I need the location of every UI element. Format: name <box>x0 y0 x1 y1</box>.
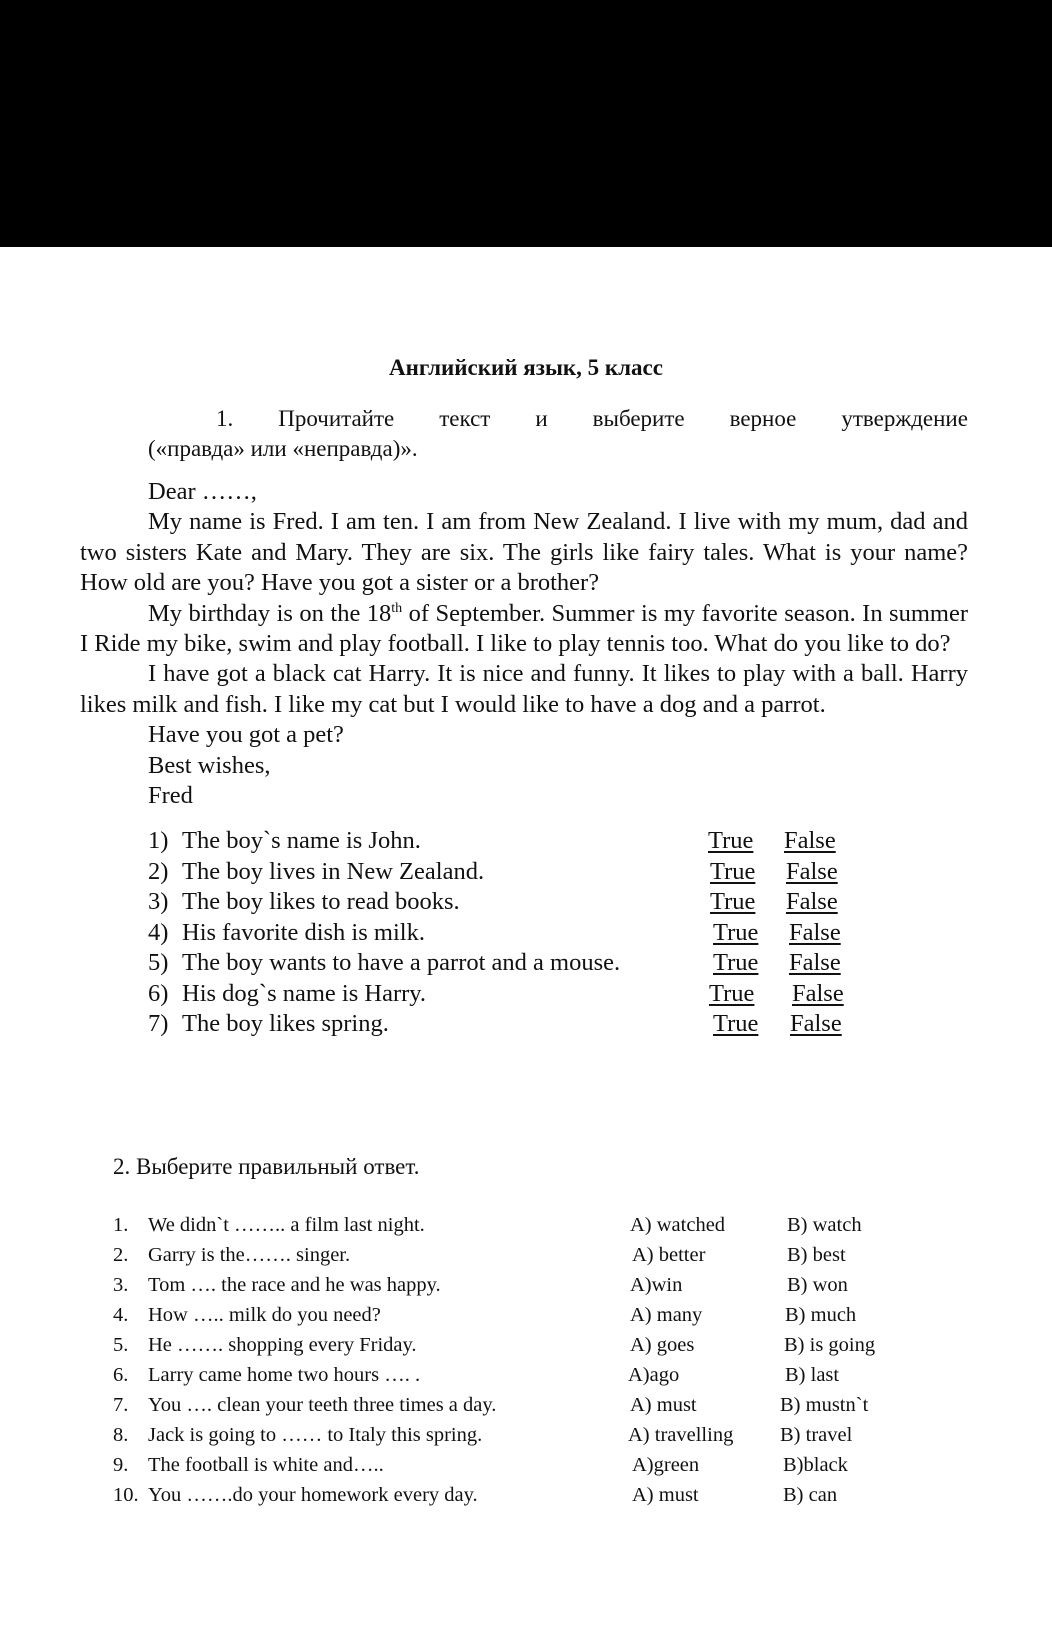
option-b[interactable]: B) much <box>785 1304 857 1326</box>
option-b[interactable]: B)black <box>783 1454 848 1476</box>
statement-text: The boy`s name is John. <box>182 827 421 854</box>
page-title: Английский язык, 5 класс <box>389 355 663 380</box>
question-number: 4. <box>113 1304 129 1326</box>
statement-number: 1) <box>148 827 169 854</box>
question-text: You …….do your homework every day. <box>148 1484 478 1506</box>
option-a[interactable]: A) watched <box>630 1214 726 1236</box>
task1-line2: («правда» или «неправда)». <box>148 436 418 461</box>
question-text: We didn`t …….. a film last night. <box>148 1214 425 1236</box>
task1-instruction <box>148 404 968 464</box>
letter-paragraph-1: My name is Fred. I am ten. I am from New Zealand. I live with my mum, dad and two sisters Kate and Mary. They are six. The girls like fairy tales. What is your name? How old are you? Have you got a sister or a brother? <box>80 508 968 597</box>
task1-word: Прочитайте <box>278 406 395 431</box>
question-number: 5. <box>113 1334 129 1356</box>
option-a[interactable]: A)green <box>632 1454 700 1476</box>
task1-word: утверждение <box>841 406 968 431</box>
question-row <box>0 1394 1052 1424</box>
true-option[interactable]: True <box>713 919 759 946</box>
question-number: 9. <box>113 1454 129 1476</box>
letter-p2-end: of September. Summer is my favorite season. In summer I Ride my bike, swim and play football. I like to play tennis too. What do you like to do? <box>80 599 968 658</box>
option-b[interactable]: B) last <box>785 1364 840 1386</box>
option-a[interactable]: A)ago <box>628 1364 680 1386</box>
option-a[interactable]: A) goes <box>630 1334 695 1356</box>
true-option[interactable]: True <box>709 980 755 1007</box>
question-number: 3. <box>113 1274 129 1296</box>
statement-text: His dog`s name is Harry. <box>182 980 427 1007</box>
task2-heading: 2. Выберите правильный ответ. <box>113 1154 420 1179</box>
letter-p2-start: My birthday is on the 18 <box>148 599 392 627</box>
question-row <box>0 1274 1052 1304</box>
task1-line1 <box>148 404 968 434</box>
question-row <box>0 1334 1052 1364</box>
false-option[interactable]: False <box>790 1010 842 1037</box>
task1-word: и <box>535 406 548 431</box>
letter-question: Have you got a pet? <box>148 721 344 749</box>
question-row <box>0 1304 1052 1334</box>
option-b[interactable]: B) won <box>787 1274 848 1296</box>
statement-number: 4) <box>148 919 169 946</box>
statement-text: His favorite dish is milk. <box>182 919 425 946</box>
option-b[interactable]: B) mustn`t <box>780 1394 869 1416</box>
question-row <box>0 1484 1052 1514</box>
task1-word: текст <box>439 406 491 431</box>
letter-closing: Best wishes, <box>148 751 271 779</box>
statement-text: The boy likes spring. <box>182 1010 389 1037</box>
false-option[interactable]: False <box>786 888 838 915</box>
question-text: Garry is the……. singer. <box>148 1244 351 1266</box>
option-a[interactable]: A) travelling <box>628 1424 734 1446</box>
false-option[interactable]: False <box>792 980 844 1007</box>
question-number: 10. <box>113 1484 139 1506</box>
question-number: 2. <box>113 1244 129 1266</box>
option-a[interactable]: A) better <box>632 1244 706 1266</box>
statement-text: The boy likes to read books. <box>182 888 460 915</box>
true-option[interactable]: True <box>710 888 756 915</box>
letter-text <box>80 477 968 811</box>
false-option[interactable]: False <box>786 858 838 885</box>
true-option[interactable]: True <box>710 858 756 885</box>
option-a[interactable]: A) must <box>632 1484 699 1506</box>
true-option[interactable]: True <box>708 827 754 854</box>
statement-number: 5) <box>148 949 169 976</box>
statement-number: 3) <box>148 888 169 915</box>
question-text: Jack is going to …… to Italy this spring. <box>148 1424 483 1446</box>
false-option[interactable]: False <box>789 949 841 976</box>
question-text: Tom …. the race and he was happy. <box>148 1274 441 1296</box>
statement-number: 7) <box>148 1010 169 1037</box>
false-option[interactable]: False <box>789 919 841 946</box>
false-option[interactable]: False <box>784 827 836 854</box>
task1-word: выберите <box>592 406 685 431</box>
statement-number: 2) <box>148 858 169 885</box>
option-a[interactable]: A) must <box>630 1394 697 1416</box>
statement-text: The boy lives in New Zealand. <box>182 858 485 885</box>
letter-paragraph-3: I have got a black cat Harry. It is nice and funny. It likes to play with a ball. Harry likes milk and fish. I like my cat but I would like to have a dog and a parrot. <box>80 660 968 718</box>
question-number: 7. <box>113 1394 129 1416</box>
question-row <box>0 1244 1052 1274</box>
question-text: Larry came home two hours …. . <box>148 1364 421 1386</box>
question-text: The football is white and….. <box>148 1454 384 1476</box>
question-row <box>0 1214 1052 1244</box>
question-text: How ….. milk do you need? <box>148 1304 381 1326</box>
statement-text: The boy wants to have a parrot and a mouse. <box>182 949 621 976</box>
true-option[interactable]: True <box>713 949 759 976</box>
question-text: He ……. shopping every Friday. <box>148 1334 417 1356</box>
letter-greeting: Dear ……, <box>148 478 257 505</box>
question-number: 6. <box>113 1364 129 1386</box>
task1-number: 1. <box>216 406 234 431</box>
question-text: You …. clean your teeth three times a day. <box>148 1394 497 1416</box>
option-a[interactable]: A)win <box>630 1274 683 1296</box>
option-b[interactable]: B) can <box>783 1484 838 1506</box>
question-row <box>0 1454 1052 1484</box>
option-a[interactable]: A) many <box>630 1304 703 1326</box>
letter-signature: Fred <box>148 782 193 810</box>
question-row <box>0 1364 1052 1394</box>
option-b[interactable]: B) best <box>787 1244 846 1266</box>
letter-p2-superscript: th <box>391 600 403 616</box>
statement-number: 6) <box>148 980 169 1007</box>
worksheet-page <box>0 247 1052 1652</box>
option-b[interactable]: B) watch <box>787 1214 862 1236</box>
letter-paragraph-2 <box>80 599 968 660</box>
question-number: 8. <box>113 1424 129 1446</box>
question-row <box>0 1424 1052 1454</box>
task1-word: верное <box>729 406 797 431</box>
option-b[interactable]: B) travel <box>780 1424 853 1446</box>
option-b[interactable]: B) is going <box>784 1334 876 1356</box>
true-option[interactable]: True <box>713 1010 759 1037</box>
question-number: 1. <box>113 1214 129 1236</box>
